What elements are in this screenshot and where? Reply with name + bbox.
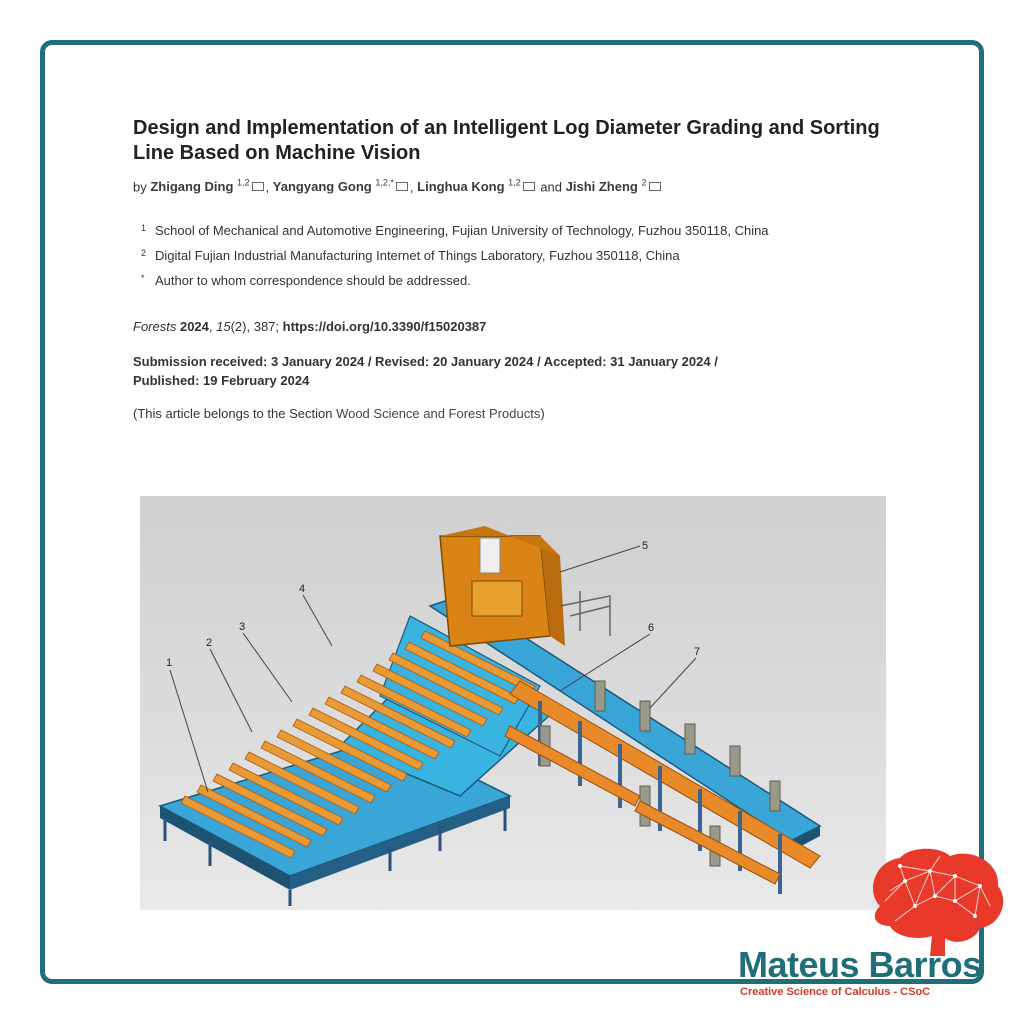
- email-icon[interactable]: [252, 182, 264, 191]
- brain-icon: [860, 846, 1010, 956]
- doi-link[interactable]: https://doi.org/10.3390/f15020387: [282, 319, 487, 335]
- section-note: (This article belongs to the Section Wood Science and Forest Products): [133, 406, 545, 422]
- affiliation-list: [133, 218, 893, 293]
- brand-logo: [730, 840, 1010, 1010]
- author-link[interactable]: Linghua Kong $^{1,2}$: [417, 178, 521, 195]
- publication-dates: Submission received: 3 January 2024 / Revised: 20 January 2024 / Accepted: 31 January 2024 / Published: 19 February 2024: [133, 354, 718, 389]
- figure-label: 1: [166, 657, 173, 669]
- affiliation-item: 2 Digital Fujian Industrial Manufacturing Internet of Things Laboratory, Fuzhou 350118, China: [141, 248, 680, 264]
- section-link[interactable]: Wood Science and Forest Products: [336, 406, 541, 422]
- affiliation-item: 1 School of Mechanical and Automotive Engineering, Fujian University of Technology, Fuzhou 350118, China: [141, 223, 769, 239]
- author-link[interactable]: Zhigang Ding $^{1,2}$: [150, 178, 250, 195]
- by-label: by: [133, 179, 147, 195]
- figure-label: 2: [206, 637, 213, 649]
- brand-name: Mateus Barros: [738, 944, 982, 985]
- figure-label: 7: [694, 646, 701, 658]
- author-link[interactable]: Jishi Zheng $^2$: [565, 178, 647, 195]
- email-icon[interactable]: [396, 182, 408, 191]
- affiliation-item: * Author to whom correspondence should be addressed.: [141, 273, 471, 289]
- figure-label: 6: [648, 622, 655, 634]
- brand-tagline: Creative Science of Calculus - CSoC: [740, 986, 931, 998]
- citation: Forests 2024, 15(2), 387; https://doi.org/10.3390/f15020387: [133, 319, 487, 335]
- email-icon[interactable]: [523, 182, 535, 191]
- author-list: by Zhigang Ding $^{1,2}$ , Yangyang Gong $^{1,2,*}$ , Linghua Kong $^{1,2}$ and Jishi Zheng $^2$: [133, 178, 893, 194]
- paper-title: Design and Implementation of an Intelligent Log Diameter Grading and Sorting Line Based on Machine Vision: [133, 117, 880, 164]
- author-link[interactable]: Yangyang Gong $^{1,2,*}$: [272, 178, 394, 195]
- figure-label: 5: [642, 540, 649, 552]
- paper-header: [133, 116, 893, 421]
- figure-label: 4: [299, 583, 306, 595]
- email-icon[interactable]: [649, 182, 661, 191]
- figure-label: 3: [239, 621, 246, 633]
- journal-name[interactable]: Forests: [133, 319, 177, 335]
